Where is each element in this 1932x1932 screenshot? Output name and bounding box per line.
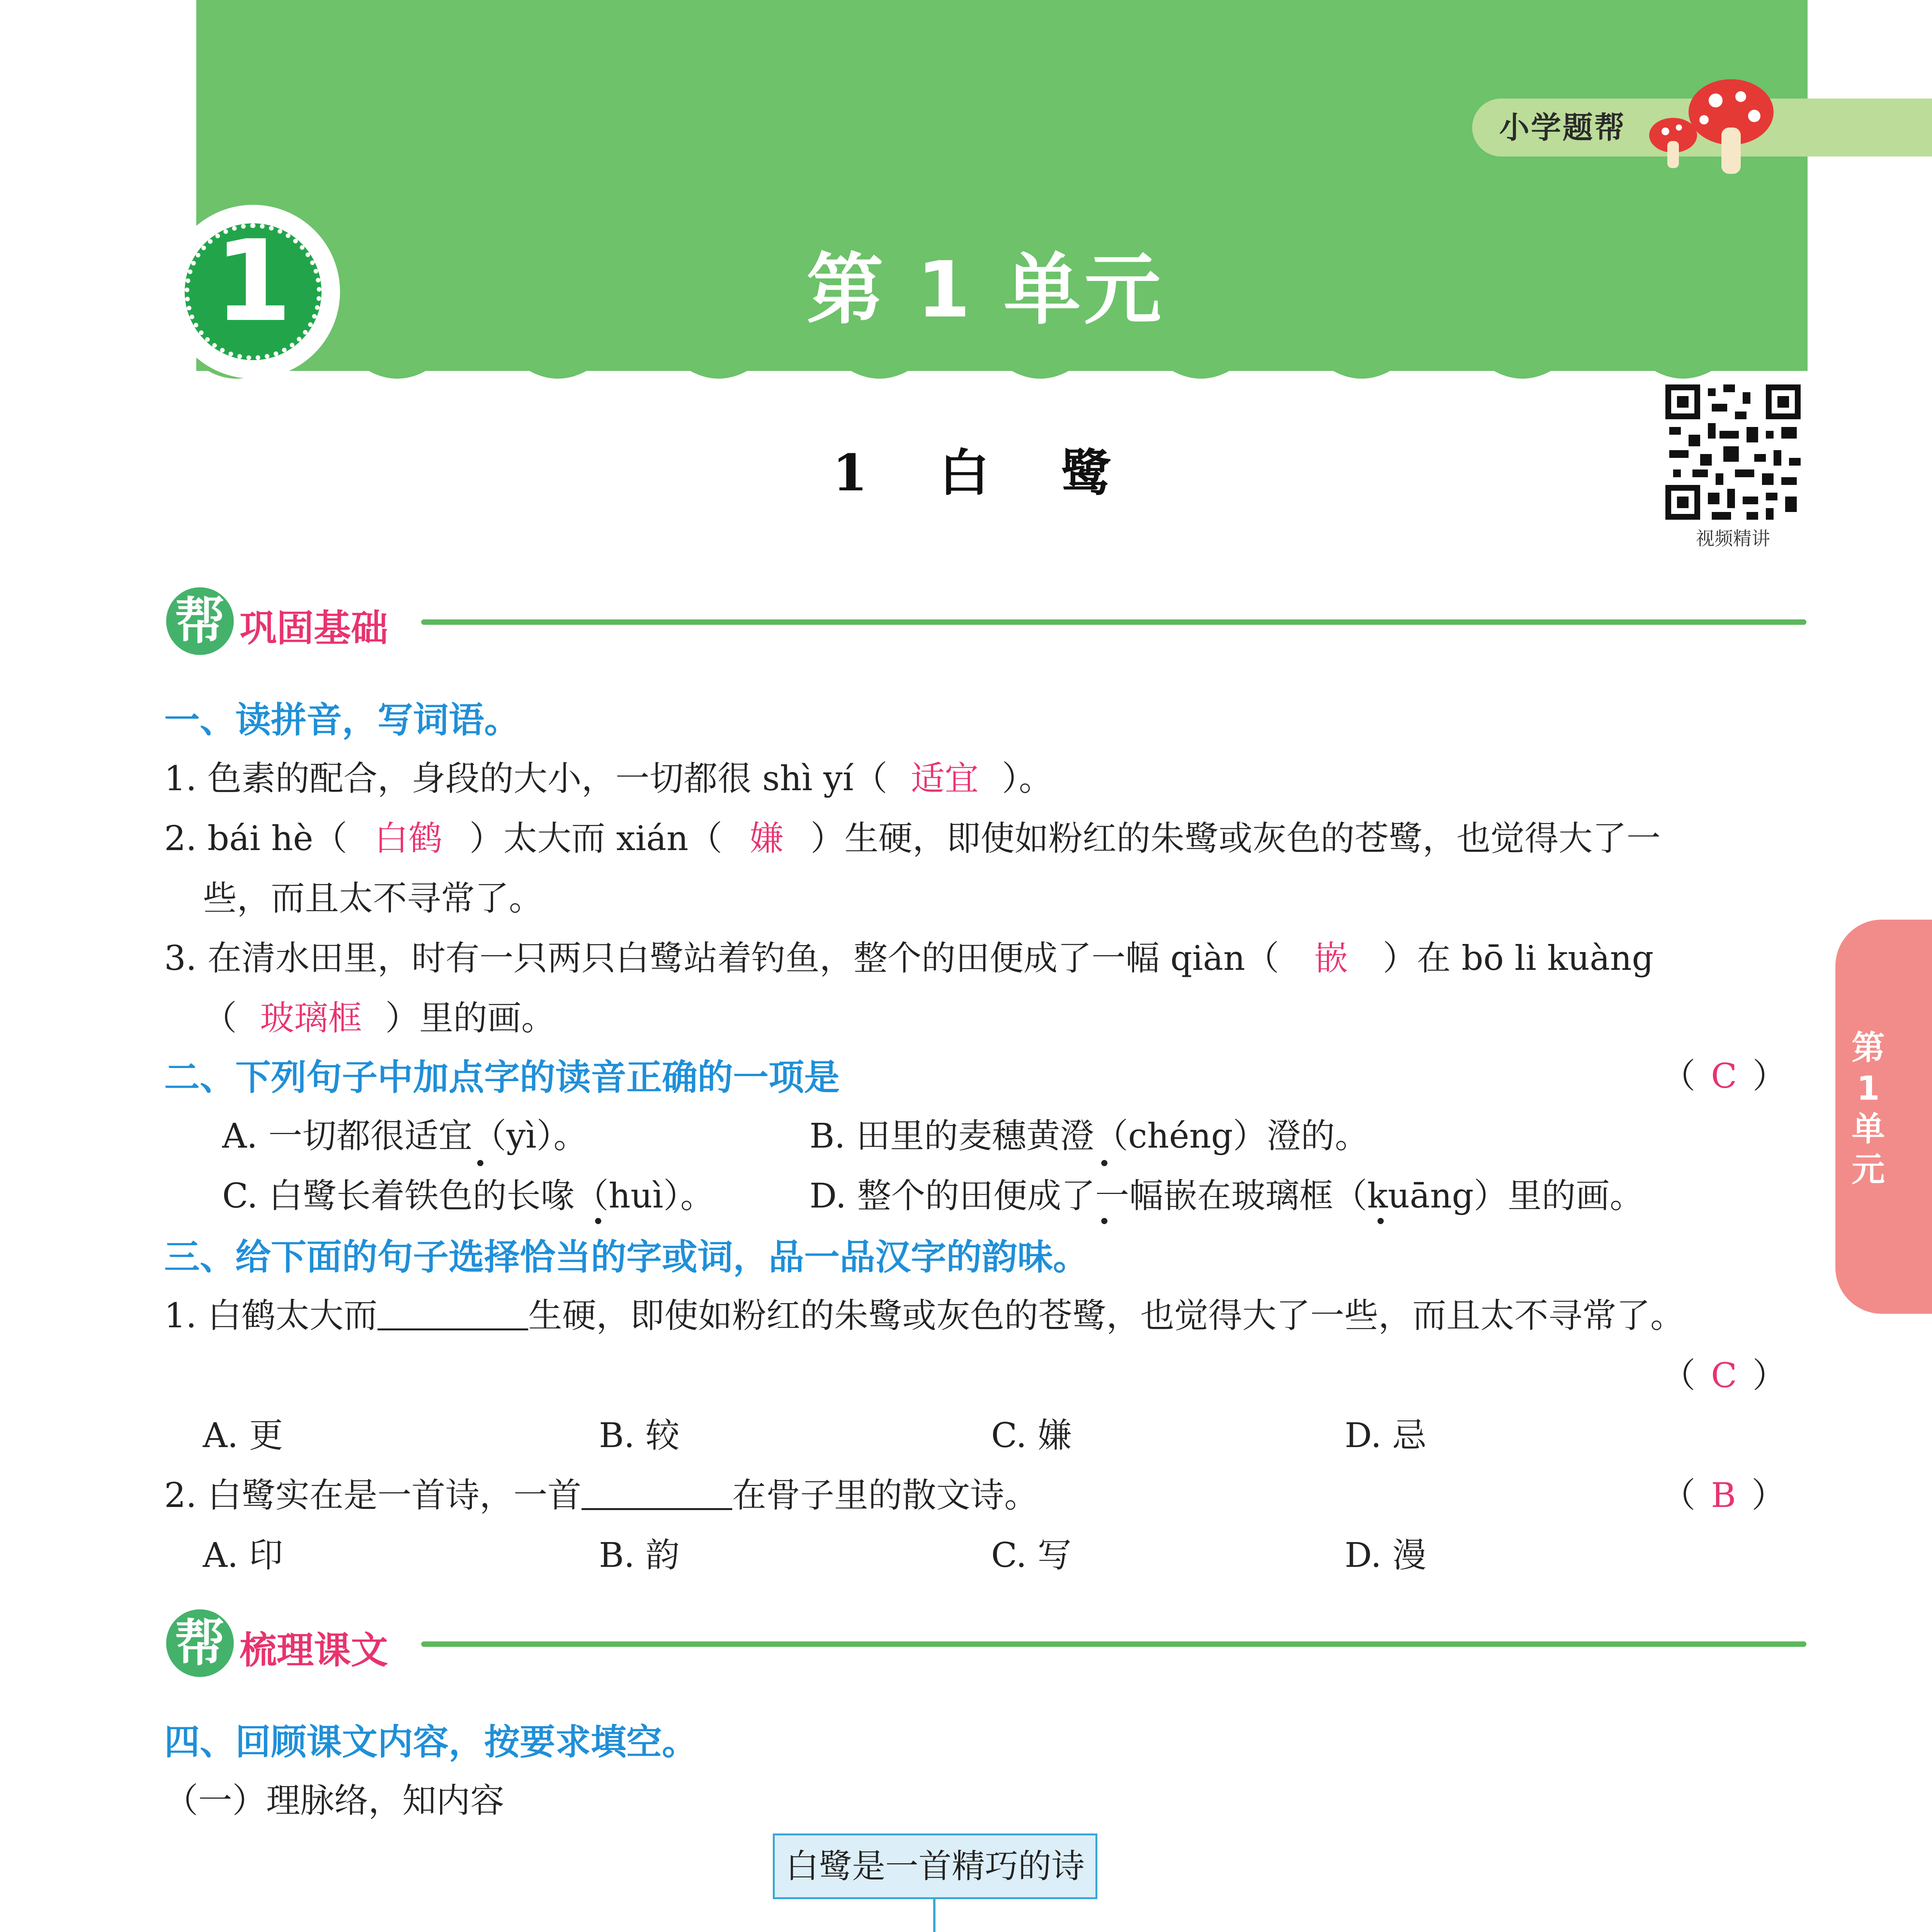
section-divider [421, 619, 1806, 625]
diagram-connector [933, 1899, 935, 1932]
fill-blank [378, 1328, 528, 1330]
answer-text: C [1711, 1355, 1737, 1395]
section-badge: 帮 [166, 1609, 234, 1677]
q3-1-answer-paren: （ C ） [1662, 1355, 1787, 1395]
q4-part-1-label: （一）理脉络，知内容 [164, 1781, 505, 1820]
q3-sentence-2: 2. 白鹭实在是一首诗，一首 在骨子里的散文诗。 [164, 1475, 1038, 1515]
q3-2-option-c: C. 写 [991, 1535, 1072, 1575]
q2-option-b: B. 田里的麦穗黄澄（chéng）澄的。 [810, 1116, 1369, 1156]
brand-name: 小学题帮 [1499, 111, 1626, 145]
answer-text: B [1711, 1475, 1736, 1515]
banner-wave [196, 340, 1808, 394]
q3-1-option-d: D. 忌 [1345, 1415, 1427, 1455]
section-label-text-review: 梳理课文 [240, 1629, 388, 1672]
mushroom-icon [1646, 70, 1785, 178]
q2-option-c: C. 白鹭长着铁色的长喙（huì）。 [222, 1176, 714, 1216]
q1-line-1: 1. 色素的配合，身段的大小，一切都很 shì yí（ 适宜 ）。 [164, 759, 1053, 798]
qr-code-icon[interactable] [1662, 381, 1804, 524]
q2-answer-paren: （ C ） [1662, 1056, 1787, 1096]
q3-2-option-d: D. 漫 [1345, 1535, 1427, 1575]
emphasis-dot [1378, 1218, 1384, 1224]
unit-number: 1 [214, 216, 292, 347]
emphasis-dot [595, 1218, 601, 1224]
diagram-root-box: 白鹭是一首精巧的诗 [773, 1833, 1097, 1899]
unit-side-tab-label: 第1单元 [1852, 1029, 1885, 1189]
q3-sentence-1: 1. 白鹤太大而 生硬，即使如粉红的朱鹭或灰色的苍鹭，也觉得大了一些，而且太不寻常了。 [164, 1296, 1684, 1335]
q2-option-a: A. 一切都很适宜（yì）。 [222, 1116, 588, 1156]
section-badge: 帮 [166, 587, 234, 655]
answer-text: 白鹤 [374, 818, 442, 858]
unit-title: 第 1 单元 [806, 245, 1165, 335]
q1-line-2: 2. bái hè（ 白鹤 ）太大而 xián（ 嫌 ）生硬，即使如粉红的朱鹭或灰色的苍鹭，也觉得大了一 [164, 818, 1661, 858]
q3-2-answer-paren: （ B ） [1662, 1475, 1786, 1515]
question-4-title: 四、回顾课文内容，按要求填空。 [164, 1721, 698, 1763]
q1-line-3: 3. 在清水田里，时有一只两只白鹭站着钓鱼，整个的田便成了一幅 qiàn（ 嵌 ）在 bō li kuàng [164, 938, 1654, 978]
qr-caption: 视频精讲 [1696, 528, 1770, 549]
q3-2-option-b: B. 韵 [599, 1535, 680, 1575]
q3-1-option-c: C. 嫌 [991, 1415, 1072, 1455]
q2-option-d: D. 整个的田便成了一幅嵌在玻璃框（kuāng）里的画。 [810, 1176, 1644, 1216]
answer-text: 嵌 [1314, 938, 1348, 978]
emphasis-dot [477, 1160, 483, 1166]
answer-text: 适宜 [910, 759, 979, 798]
answer-text: 玻璃框 [260, 998, 362, 1038]
answer-text: C [1711, 1056, 1737, 1096]
fill-blank [582, 1508, 732, 1510]
q1-line-2-cont: 些，而且太不寻常了。 [203, 878, 543, 918]
q3-1-option-a: A. 更 [203, 1415, 283, 1455]
answer-text: 嫌 [749, 818, 784, 858]
q1-line-3-cont: （ 玻璃框 ）里的画。 [203, 998, 556, 1038]
question-1-title: 一、读拼音，写词语。 [164, 699, 520, 741]
section-divider [421, 1641, 1806, 1647]
emphasis-dot [1101, 1160, 1107, 1166]
question-3-title: 三、给下面的句子选择恰当的字或词，品一品汉字的韵味。 [164, 1236, 1089, 1278]
emphasis-dot [1101, 1218, 1107, 1224]
section-label-basics: 巩固基础 [240, 607, 388, 650]
lesson-title: 1 白 鹭 [832, 443, 1138, 502]
q3-2-option-a: A. 印 [203, 1535, 283, 1575]
question-2-title: 二、下列句子中加点字的读音正确的一项是 [164, 1057, 840, 1098]
q3-1-option-b: B. 较 [599, 1415, 680, 1455]
